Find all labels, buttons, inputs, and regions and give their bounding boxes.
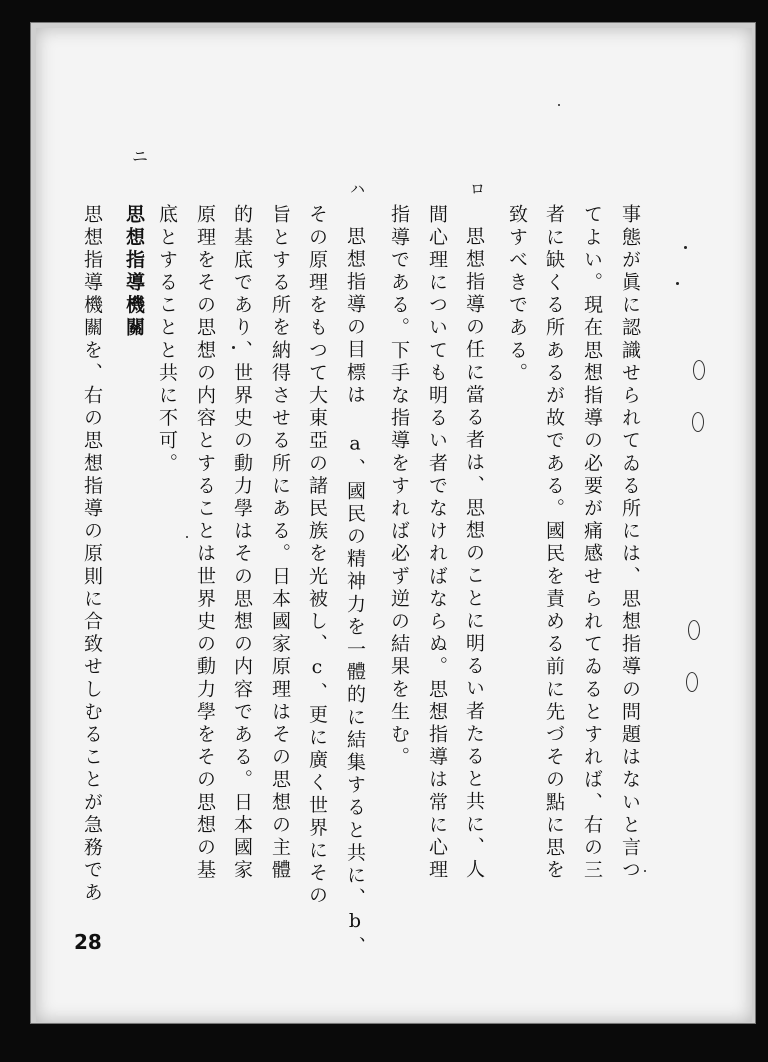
binding-hole-icon [692,412,704,432]
text-column: 致すべきである。 [506,204,528,385]
text-column: 思想指導の任に當る者は、思想のことに明るい者たると共に、人 [463,226,485,882]
section-heading: 思想指導機關 [123,204,145,340]
text-column: 間心理についても明るい者でなければならぬ。思想指導は常に心理 [426,204,448,882]
scan-speck [558,104,560,106]
section-marker-ro: ロ [470,180,486,198]
section-marker-ha: ハ [350,180,366,198]
text-column: その原理をもつて大東亞の諸民族を光被し、c、更に廣く世界にその [306,204,328,908]
binding-hole-icon [688,620,700,640]
binding-hole-icon [686,672,698,692]
text-column: 的基底であり、世界史の動力學はその思想の内容である。日本國家 [231,204,253,882]
section-marker-ni: ニ [132,147,149,166]
scan-speck [684,246,687,249]
text-column: 者に缺くる所あるが故である。國民を責める前に先づその點に思を [543,204,565,882]
scan-speck [676,282,679,285]
binding-hole-icon [693,360,705,380]
text-column: てよい。現在思想指導の必要が痛感せられてゐるとすれば、右の三 [581,204,603,882]
text-column: 思想指導の目標は a、國民の精神力を一體的に結集すると共に、b、 [344,226,366,959]
scan-speck [186,536,188,538]
text-column: 旨とする所を納得させる所にある。日本國家原理はその思想の主體 [269,204,291,882]
scan-speck [644,870,646,872]
text-column: 指導である。下手な指導をすれば必ず逆の結果を生む。 [388,204,410,769]
page-number: 28 [74,930,102,954]
text-column: 原理をその思想の内容とすることは世界史の動力學をその思想の基 [194,204,216,882]
document-page [36,28,752,1022]
text-column: 事態が眞に認識せられてゐる所には、思想指導の問題はないと言つ [619,204,641,882]
text-column: 底とすることと共に不可。 [156,204,178,476]
text-column: 思想指導機關を、右の思想指導の原則に合致せしむることが急務であ [81,204,103,905]
